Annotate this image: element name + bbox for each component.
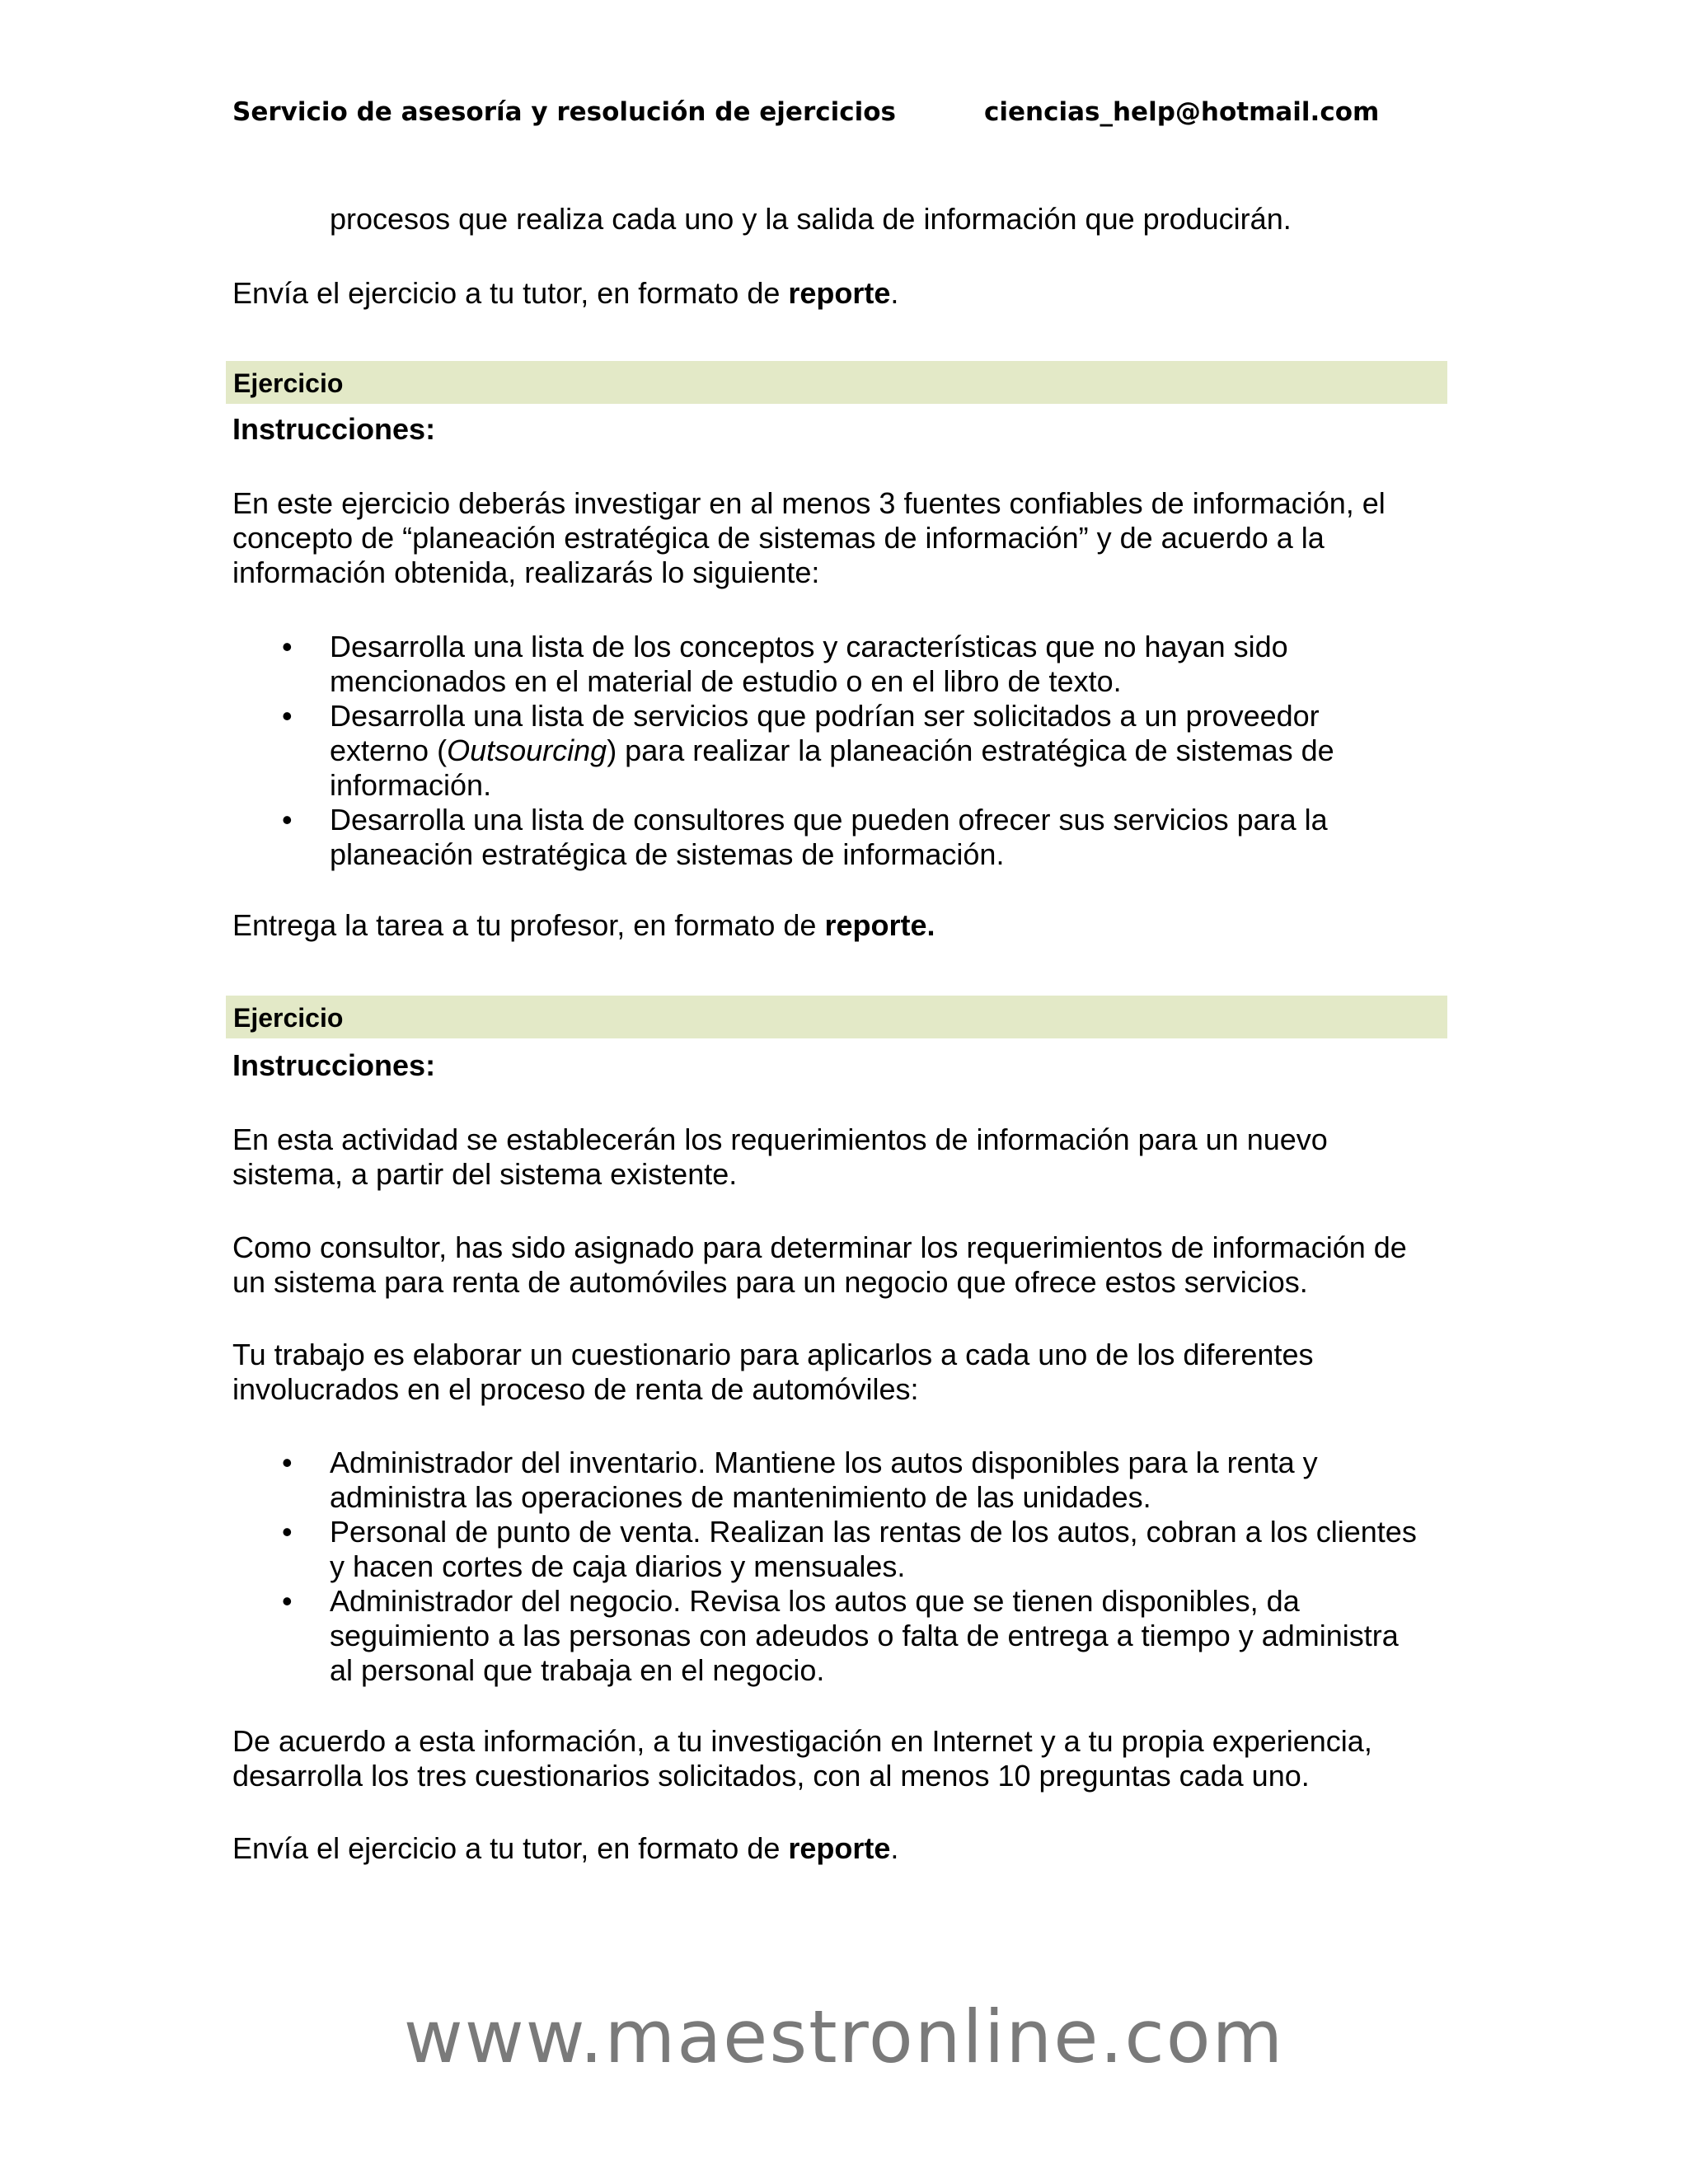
report-bold: reporte (788, 276, 891, 310)
paragraph-line: sistema, a partir del sistema existente. (232, 1157, 738, 1191)
paragraph-line: En este ejercicio deberás investigar en al menos 3 fuentes confiables de información, el (232, 486, 1386, 520)
deliver-line: Entrega la tarea a tu profesor, en formato de reporte. (232, 908, 935, 942)
instructions-heading: Instrucciones: (232, 412, 436, 446)
report-bold: reporte (788, 1831, 891, 1865)
outsourcing-italic: Outsourcing (447, 733, 607, 767)
intro-line: procesos que realiza cada uno y la salida de información que producirán. (330, 202, 1292, 236)
paragraph-line: desarrolla los tres cuestionarios solicitados, con al menos 10 preguntas cada uno. (232, 1759, 1310, 1793)
footer-website: www.maestronline.com (403, 1994, 1285, 2079)
bullet-icon: • (282, 699, 293, 733)
paragraph-line: Tu trabajo es elaborar un cuestionario para aplicarlos a cada uno de los diferentes (232, 1338, 1314, 1371)
bullet-icon: • (282, 803, 293, 837)
exercise-band: Ejercicio (226, 996, 1447, 1038)
paragraph-line: involucrados en el proceso de renta de automóviles: (232, 1372, 919, 1406)
paragraph-line: concepto de “planeación estratégica de sistemas de información” y de acuerdo a la (232, 521, 1325, 555)
paragraph-line: De acuerdo a esta información, a tu investigación en Internet y a tu propia experiencia, (232, 1724, 1372, 1758)
report-bold: reporte. (824, 908, 935, 942)
bullet-icon: • (282, 1515, 293, 1549)
intro-send-line: Envía el ejercicio a tu tutor, en formato de reporte. (232, 276, 899, 310)
paragraph-line: Como consultor, has sido asignado para determinar los requerimientos de información de (232, 1230, 1407, 1264)
paragraph-line: información obtenida, realizarás lo siguiente: (232, 555, 820, 589)
header-email: ciencias_help@hotmail.com (984, 97, 1380, 127)
paragraph-line: un sistema para renta de automóviles para un negocio que ofrece estos servicios. (232, 1265, 1308, 1299)
header-service-title: Servicio de asesoría y resolución de ejercicios (232, 97, 896, 127)
instructions-heading: Instrucciones: (232, 1048, 436, 1082)
paragraph-line: En esta actividad se establecerán los requerimientos de información para un nuevo (232, 1122, 1328, 1156)
send-line: Envía el ejercicio a tu tutor, en formato de reporte. (232, 1831, 899, 1865)
bullet-icon: • (282, 630, 293, 663)
bullet-icon: • (282, 1584, 293, 1618)
bullet-icon: • (282, 1446, 293, 1479)
exercise-band: Ejercicio (226, 361, 1447, 404)
